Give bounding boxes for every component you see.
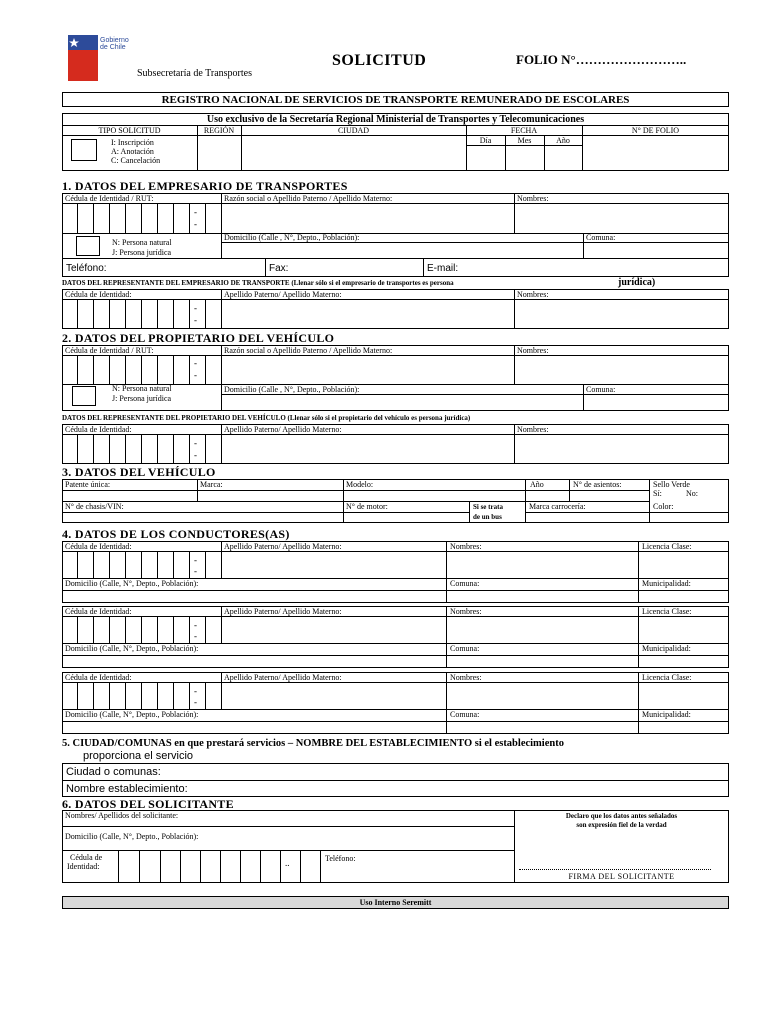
section-5-title: 5. CIUDAD/COMUNAS en que prestará servicios – NOMBRE DEL ESTABLECIMIENTO si el establecimiento	[62, 738, 564, 749]
section-5-title-2: proporciona el servicio	[83, 750, 194, 762]
section-1-rep-title-end: jurídica)	[618, 277, 656, 288]
section-2-title: 2. DATOS DEL PROPIETARIO DEL VEHÍCULO	[62, 331, 335, 345]
uso-interno-label: Uso Interno Seremitt	[359, 898, 432, 907]
carroceria-label: Marca carrocería:	[529, 502, 586, 511]
rep2-apellidos-label: Apellido Paterno/ Apellido Materno:	[224, 425, 342, 434]
driver1-comuna-label: Comuna:	[450, 579, 480, 588]
fax-label: Fax:	[269, 263, 289, 274]
asientos-label: N° de asientos:	[573, 480, 622, 489]
fecha-header: FECHA	[510, 126, 538, 135]
driver3-domicilio-label: Domicilio (Calle, N°, Depto., Población):	[65, 710, 199, 719]
nombres-label: Nombres:	[517, 194, 549, 203]
persona-natural-label-2: N: Persona natural	[112, 384, 172, 393]
driver2-domicilio-label: Domicilio (Calle, N°, Depto., Población):	[65, 644, 199, 653]
driver2-cedula-label: Cédula de Identidad:	[65, 607, 132, 616]
region-header: REGIÓN	[203, 126, 235, 135]
rep1-nombres-label: Nombres:	[517, 290, 549, 299]
sello-si-label: Sí:	[653, 489, 662, 498]
owner-nombres-label: Nombres:	[517, 346, 549, 355]
solicitante-cedula-label-2: Identidad:	[67, 862, 100, 871]
chile-government-logo	[68, 35, 98, 81]
driver1-licencia-label: Licencia Clase:	[642, 542, 692, 551]
driver3-nombres-label: Nombres:	[450, 673, 482, 682]
email-label: E-mail:	[427, 263, 459, 274]
declaracion-line-2: son expresión fiel de la verdad	[576, 821, 667, 829]
owner-domicilio-label: Domicilio (Calle , N°, Depto., Población):	[224, 385, 360, 394]
sello-no-label: No:	[686, 489, 698, 498]
driver3-licencia-label: Licencia Clase:	[642, 673, 692, 682]
registry-title: REGISTRO NACIONAL DE SERVICIOS DE TRANSPORTE REMUNERADO DE ESCOLARES	[161, 94, 630, 106]
section-1-title: 1. DATOS DEL EMPRESARIO DE TRANSPORTES	[62, 179, 348, 193]
owner-comuna-label: Comuna:	[586, 385, 616, 394]
telefono-label-1: Teléfono:	[66, 263, 107, 274]
owner-razon-social-label: Razón social o Apellido Paterno / Apellido Materno:	[224, 346, 393, 355]
form-page: Gobierno de Chile Subsecretaría de Transportes SOLICITUD FOLIO N°…………………….. REGISTRO NACIONAL DE SERVICIOS DE TRANSPORTE REMUNERADO DE ESCOLARES Uso exclusivo de la Secretaría Regional Ministerial de Transportes y Telecomunicaciones TIPO SOLICITUD REGIÓN CIUDAD FECHA N° DE FOLIO Día Mes Año I: Inscripción A: Anotación C: Cancelación 1. DATOS DEL EMPRESARIO DE TRANSPORTES Cédula de Identidad / RUT: Razón social o Apellido Paterno / Apellido Materno: Nombres: - - N: Persona natural J: Persona jurídica Domicilio (Calle , N°, Depto., Población): Comuna: Teléfono: Fax: E-mail: DATOS DEL REPRESENTANTE DEL EMPRESARIO DE TRANSPORTE (Llenar sólo si el empresario de transportes es persona jurídica) Cédula de Identidad: Apellido Paterno/ Apellido Materno: Nombres: - - 2. DATOS DEL PROPIETARIO DEL VEHÍCULO Cédula de Identidad / RUT: Razón social o Apellido Paterno / Apellido Materno: Nombres: - - N: Persona natural J: Persona jurídica Domicilio (Calle , N°, Depto., Población): Comuna: DATOS DEL REPRESENTANTE DEL PROPIETARIO DEL VEHÍCULO (Llenar sólo si el propietario del vehículo es persona jurídica) Cédula de Identidad: Apellido Paterno/ Apellido Materno: Nombres: - - 3. DATOS DEL VEHÍCULO Patente única: Marca: Modelo: Año N° de asientos: Sello Verde Sí: No: N° de chasis/VIN: N° de motor: Si se trata de un bus Marca carrocería: Color: 4. DATOS DE LOS CONDUCTORES(AS) Cédula de Identidad: Apellido Paterno/ Apellido Materno: Nombres: Licencia Clase: - - Domicilio (Calle, N°, Depto., Población): Comuna: Municipalidad: Cédula de Identidad: Apellido Paterno/ Apellido Materno: Nombres: Licencia Clase: - - Domicilio (Calle, N°, Depto., Población): Comuna: Municipalidad: Cédula de Identidad: Apellido Paterno/ Apellido Materno: Nombres: Licencia Clase: - - Domicilio (Calle, N°, Depto., Población): Comuna: Municipalidad: 5. CIUDAD/COMUNAS en que prestará servicios – NOMBRE DEL ESTABLECIMIENTO si el establecimiento proporciona el servicio Ciudad o comunas: Nombre establecimiento: 6. DATOS DEL SOLICITANTE Nombres/ Apellidos del solicitante: Domicilio (Calle, N°, Depto., Población): Cédula de Identidad: .. Teléfono: Declaro que los datos antes señalados son expresión fiel de la verdad FIRMA DEL SOLICITANTE Uso Interno Seremitt	[0, 0, 768, 1024]
motor-label: N° de motor:	[346, 502, 388, 511]
establecimiento-label: Nombre establecimiento:	[66, 783, 188, 795]
razon-social-label: Razón social o Apellido Paterno / Apellido Materno:	[224, 194, 393, 203]
driver2-licencia-label: Licencia Clase:	[642, 607, 692, 616]
cedula-rut-label: Cédula de Identidad / RUT:	[65, 194, 154, 203]
driver3-apellidos-label: Apellido Paterno/ Apellido Materno:	[224, 673, 342, 682]
vehicle-anio-label: Año	[530, 480, 544, 489]
org-line-1: Gobierno	[100, 37, 129, 44]
section-1-rep-box	[62, 289, 729, 329]
folio-number-header: N° DE FOLIO	[631, 126, 680, 135]
section-2-rep-title: DATOS DEL REPRESENTANTE DEL PROPIETARIO DEL VEHÍCULO (Llenar sólo si el propietario del vehículo es persona jurídica)	[62, 414, 471, 422]
driver1-municipalidad-label: Municipalidad:	[642, 579, 691, 588]
rep2-nombres-label: Nombres:	[517, 425, 549, 434]
section-3-title: 3. DATOS DEL VEHÍCULO	[62, 465, 216, 479]
folio-label: FOLIO N°……………………..	[516, 52, 687, 67]
persona-natural-label-1: N: Persona natural	[112, 238, 172, 247]
uso-exclusivo-title: Uso exclusivo de la Secretaría Regional Ministerial de Transportes y Telecomunicaciones	[206, 114, 585, 125]
section-4-title: 4. DATOS DE LOS CONDUCTORES(AS)	[62, 527, 290, 541]
section-1-box	[62, 193, 729, 277]
persona-type-checkbox-1[interactable]	[76, 236, 100, 256]
option-cancelacion: C: Cancelación	[111, 156, 161, 165]
driver2-apellidos-label: Apellido Paterno/ Apellido Materno:	[224, 607, 342, 616]
persona-type-checkbox-2[interactable]	[72, 386, 96, 406]
section-6-title: 6. DATOS DEL SOLICITANTE	[62, 797, 234, 811]
marca-label: Marca:	[200, 480, 223, 489]
driver3-municipalidad-label: Municipalidad:	[642, 710, 691, 719]
firma-solicitante-label: FIRMA DEL SOLICITANTE	[568, 872, 675, 881]
color-label: Color:	[653, 502, 674, 511]
solicitante-nombres-label: Nombres/ Apellidos del solicitante:	[65, 811, 179, 820]
section-1-rep-title: DATOS DEL REPRESENTANTE DEL EMPRESARIO DE TRANSPORTE (Llenar sólo si el empresario de transportes es persona	[62, 279, 454, 287]
modelo-label: Modelo:	[346, 480, 374, 489]
driver1-nombres-label: Nombres:	[450, 542, 482, 551]
driver3-comuna-label: Comuna:	[450, 710, 480, 719]
ciudad-comunas-label: Ciudad o comunas:	[66, 766, 161, 778]
bus-note-line-1: Si se trata	[473, 503, 503, 511]
subsecretaria-label: Subsecretaría de Transportes	[137, 68, 252, 79]
driver3-cedula-label: Cédula de Identidad:	[65, 673, 132, 682]
solicitante-cedula-label-1: Cédula de	[70, 853, 103, 862]
section-2-rep-box	[62, 424, 729, 464]
bus-note-line-2: de un bus	[473, 513, 502, 521]
driver2-nombres-label: Nombres:	[450, 607, 482, 616]
tipo-solicitud-header: TIPO SOLICITUD	[98, 126, 161, 135]
patente-label: Patente única:	[65, 480, 111, 489]
persona-juridica-label-1: J: Persona jurídica	[112, 248, 172, 257]
driver1-apellidos-label: Apellido Paterno/ Apellido Materno:	[224, 542, 342, 551]
sello-verde-label: Sello Verde	[653, 480, 690, 489]
rep2-cedula-label: Cédula de Identidad:	[65, 425, 132, 434]
domicilio-label-1: Domicilio (Calle , N°, Depto., Población):	[224, 233, 360, 242]
cedula-separator: ..	[285, 858, 290, 868]
comuna-label-1: Comuna:	[586, 233, 616, 242]
solicitante-domicilio-label: Domicilio (Calle, N°, Depto., Población):	[65, 832, 199, 841]
rep1-apellidos-label: Apellido Paterno/ Apellido Materno:	[224, 290, 342, 299]
owner-cedula-rut-label: Cédula de Identidad / RUT:	[65, 346, 154, 355]
uso-interno-bar	[62, 896, 729, 909]
driver2-municipalidad-label: Municipalidad:	[642, 644, 691, 653]
driver1-domicilio-label: Domicilio (Calle, N°, Depto., Población):	[65, 579, 199, 588]
chasis-label: N° de chasis/VIN:	[65, 502, 124, 511]
ciudad-header: CIUDAD	[337, 126, 370, 135]
dia-header: Día	[479, 136, 492, 145]
rep1-cedula-label: Cédula de Identidad:	[65, 290, 132, 299]
mes-header: Mes	[517, 136, 532, 145]
form-title: SOLICITUD	[332, 52, 427, 69]
option-anotacion: A: Anotación	[111, 147, 154, 156]
registry-title-box	[62, 92, 729, 107]
driver2-comuna-label: Comuna:	[450, 644, 480, 653]
org-line-2: de Chile	[100, 44, 126, 51]
declaracion-line-1: Declaro que los datos antes señalados	[565, 812, 678, 820]
driver1-cedula-label: Cédula de Identidad:	[65, 542, 132, 551]
tipo-solicitud-checkbox[interactable]	[71, 139, 97, 161]
anio-header: Año	[556, 136, 570, 145]
persona-juridica-label-2: J: Persona jurídica	[112, 394, 172, 403]
option-inscripcion: I: Inscripción	[111, 138, 154, 147]
solicitante-telefono-label: Teléfono:	[325, 854, 356, 863]
